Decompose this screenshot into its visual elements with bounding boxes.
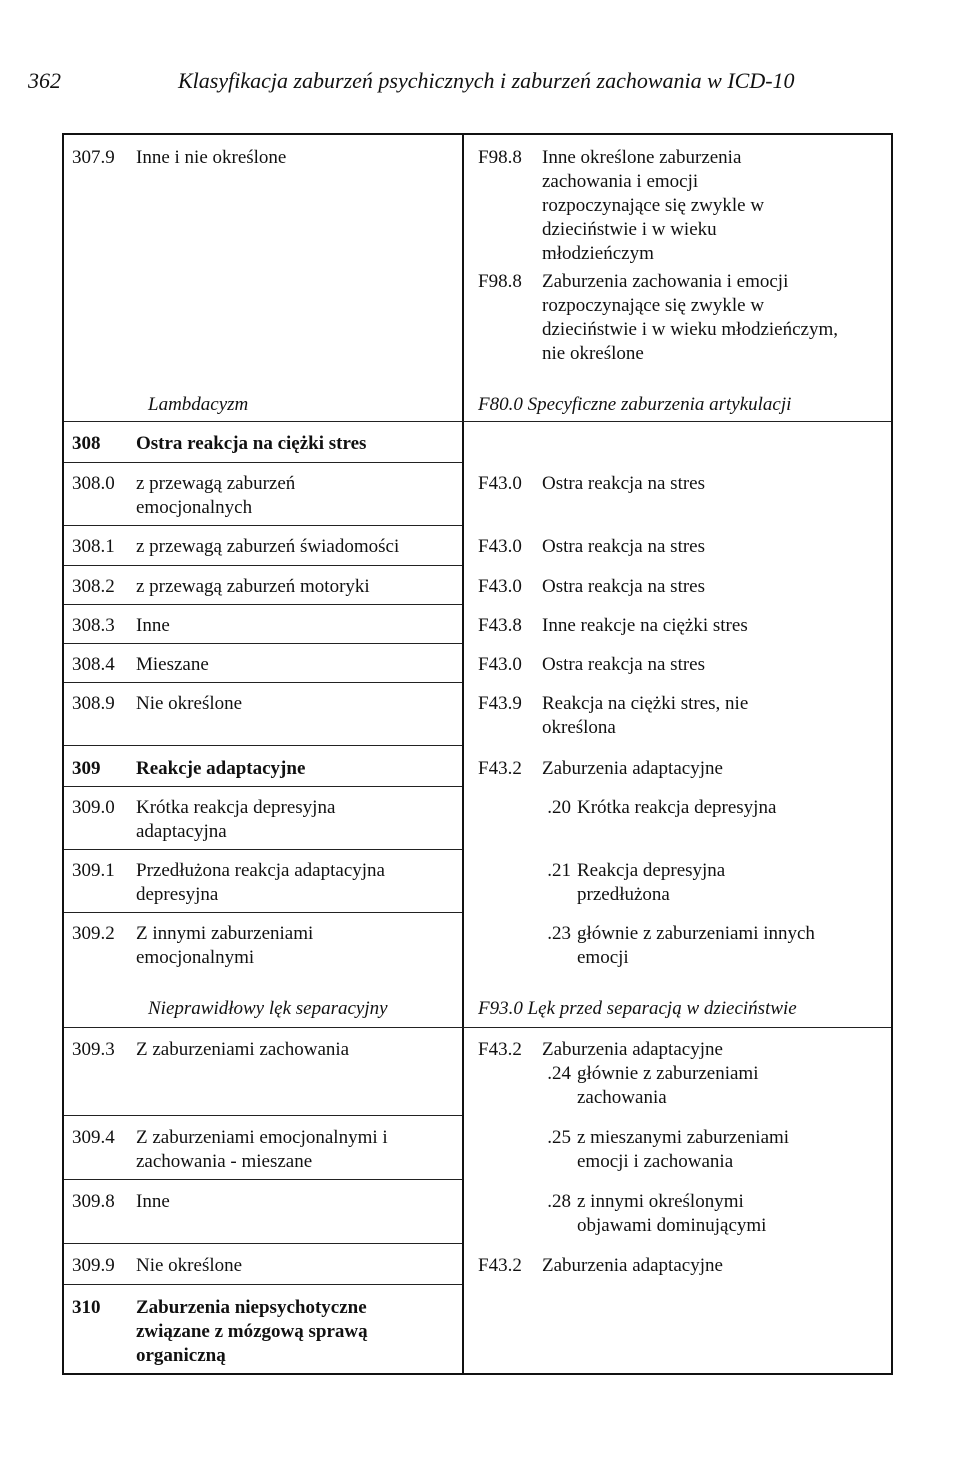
icd10-subcode: .28 [547, 1191, 571, 1212]
icd10-label: Zaburzenia adaptacyjne [542, 1255, 723, 1276]
icd9-label: Krótka reakcja depresyjna adaptacyjna [136, 797, 336, 842]
icd9-code: 308.1 [72, 536, 115, 557]
icd10-italic-label: F80.0 Specyficzne zaburzenia artykulacji [478, 394, 792, 415]
row-divider [64, 849, 462, 850]
icd10-label: z innymi określonymi objawami dominującymi [577, 1191, 767, 1236]
icd9-code: 309.9 [72, 1255, 115, 1276]
icd10-label: Reakcja na ciężki stres, nie określona [542, 693, 749, 738]
icd9-label: z przewagą zaburzeń emocjonalnych [136, 473, 296, 518]
icd9-italic-label: Nieprawidłowy lęk separacyjny [148, 998, 388, 1019]
icd9-code: 307.9 [72, 147, 115, 168]
icd10-subcode: .24 [547, 1063, 571, 1084]
icd10-label: Inne reakcje na ciężki stres [542, 615, 748, 636]
row-divider [64, 1027, 891, 1028]
icd9-code: 309.2 [72, 923, 115, 944]
icd9-label: Przedłużona reakcja adaptacyjna depresyjna [136, 860, 385, 905]
icd10-label: Inne określone zaburzenia zachowania i emocji rozpoczynające się zwykle w dzieciństwie i w wieku młodzieńczym [542, 147, 765, 264]
icd10-label: Zaburzenia zachowania i emocji rozpoczynające się zwykle w dzieciństwie i w wieku młodzieńczym, nie określone [542, 271, 838, 364]
icd10-label: z mieszanymi zaburzeniami emocji i zachowania [577, 1127, 790, 1172]
icd10-code: F98.8 [478, 271, 522, 292]
icd10-code: F43.8 [478, 615, 522, 636]
row-divider [64, 1284, 462, 1285]
row-divider [64, 565, 462, 566]
row-divider [64, 786, 462, 787]
icd9-code: 309.1 [72, 860, 115, 881]
icd10-subcode: .25 [547, 1127, 571, 1148]
icd10-code: F43.2 [478, 758, 522, 779]
icd10-label: Zaburzenia adaptacyjne [542, 1039, 723, 1060]
icd10-label: Krótka reakcja depresyjna [577, 797, 777, 818]
icd10-code: F43.2 [478, 1255, 522, 1276]
icd9-italic-label: Lambdacyzm [148, 394, 249, 415]
row-divider [64, 525, 462, 526]
icd9-label: Mieszane [136, 654, 209, 675]
icd9-label: Ostra reakcja na ciężki stres [136, 433, 367, 454]
row-divider [64, 421, 891, 422]
row-divider [64, 604, 462, 605]
icd9-label: Inne i nie określone [136, 147, 287, 168]
icd10-label: głównie z zaburzeniami zachowania [577, 1063, 759, 1108]
icd9-code: 309.8 [72, 1191, 115, 1212]
icd10-label: Ostra reakcja na stres [542, 576, 706, 597]
icd9-label: Zaburzenia niepsychotyczne związane z mózgową sprawą organiczną [136, 1297, 368, 1366]
row-divider [64, 643, 462, 644]
icd9-code: 308.3 [72, 615, 115, 636]
running-title: Klasyfikacja zaburzeń psychicznych i zaburzeń zachowania w ICD-10 [178, 68, 795, 93]
icd9-code: 309.3 [72, 1039, 115, 1060]
icd10-label: głównie z zaburzeniami innych emocji [577, 923, 815, 968]
icd9-label: Nie określone [136, 1255, 243, 1276]
page-number: 362 [28, 68, 61, 93]
icd9-label: Inne [136, 1191, 170, 1212]
icd10-label: Ostra reakcja na stres [542, 536, 706, 557]
icd9-code: 309 [72, 758, 101, 779]
icd10-subcode: .20 [547, 797, 571, 818]
icd9-code: 309.4 [72, 1127, 115, 1148]
column-divider [462, 133, 464, 1375]
icd10-code: F43.0 [478, 654, 522, 675]
icd9-label: Z innymi zaburzeniami emocjonalnymi [136, 923, 314, 968]
icd9-label: z przewagą zaburzeń motoryki [136, 576, 370, 597]
icd9-code: 308.0 [72, 473, 115, 494]
icd10-code: F43.0 [478, 473, 522, 494]
icd9-label: Reakcje adaptacyjne [136, 758, 306, 779]
icd9-label: Inne [136, 615, 170, 636]
icd9-code: 310 [72, 1297, 101, 1318]
icd9-label: z przewagą zaburzeń świadomości [136, 536, 400, 557]
icd9-code: 308 [72, 433, 101, 454]
icd10-code: F43.9 [478, 693, 522, 714]
icd9-code: 308.2 [72, 576, 115, 597]
icd10-code: F43.0 [478, 576, 522, 597]
running-header [0, 68, 960, 98]
icd10-label: Ostra reakcja na stres [542, 654, 706, 675]
icd10-label: Ostra reakcja na stres [542, 473, 706, 494]
row-divider [64, 912, 462, 913]
icd10-subcode: .21 [547, 860, 571, 881]
icd10-subcode: .23 [547, 923, 571, 944]
icd10-label: Reakcja depresyjna przedłużona [577, 860, 726, 905]
icd9-code: 308.4 [72, 654, 115, 675]
row-divider [64, 1243, 462, 1244]
icd10-italic-label: F93.0 Lęk przed separacją w dzieciństwie [478, 998, 797, 1019]
icd9-code: 308.9 [72, 693, 115, 714]
icd9-label: Z zaburzeniami emocjonalnymi i zachowania - mieszane [136, 1127, 388, 1172]
icd10-code: F98.8 [478, 147, 522, 168]
icd9-code: 309.0 [72, 797, 115, 818]
icd9-label: Nie określone [136, 693, 243, 714]
row-divider [64, 1115, 462, 1116]
icd10-label: Zaburzenia adaptacyjne [542, 758, 723, 779]
row-divider [64, 682, 462, 683]
row-divider [64, 745, 462, 746]
icd9-label: Z zaburzeniami zachowania [136, 1039, 350, 1060]
row-divider [64, 1179, 462, 1180]
icd10-code: F43.2 [478, 1039, 522, 1060]
icd10-code: F43.0 [478, 536, 522, 557]
row-divider [64, 462, 462, 463]
